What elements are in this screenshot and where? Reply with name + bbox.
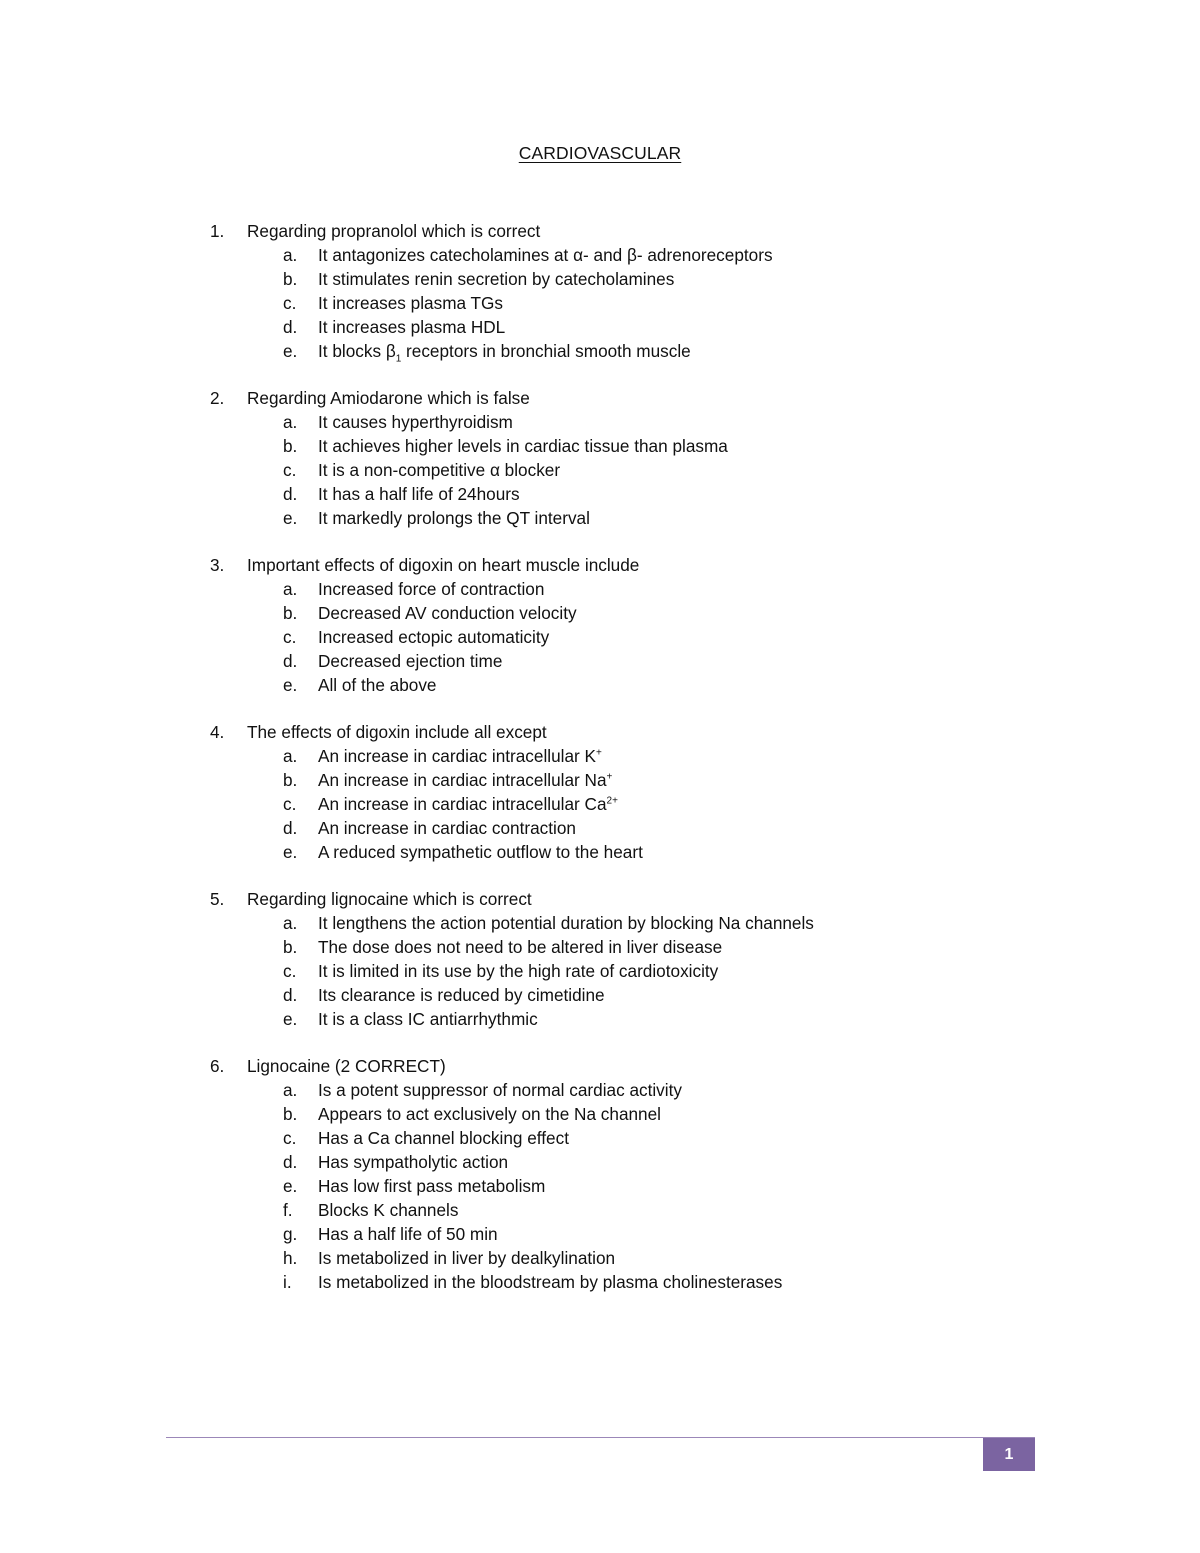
option-text: Has low first pass metabolism (318, 1176, 546, 1196)
option-letter: a. (283, 1080, 298, 1100)
question-stem (210, 887, 1010, 911)
question-5 (210, 887, 1010, 1031)
answer-option (283, 1078, 1010, 1102)
answer-option (283, 267, 1010, 291)
answer-option (283, 792, 1010, 816)
option-text-wrap (318, 1246, 1010, 1270)
answer-option (283, 673, 1010, 697)
option-letter: d. (283, 985, 298, 1005)
question-stem (210, 219, 1010, 243)
question-stem (210, 1054, 1010, 1078)
option-text-wrap (318, 1150, 1010, 1174)
answer-option (283, 768, 1010, 792)
option-list (210, 1078, 1010, 1294)
answer-option (283, 1126, 1010, 1150)
question-number: 5. (210, 889, 225, 909)
option-list (210, 577, 1010, 697)
answer-option (283, 601, 1010, 625)
option-list (210, 911, 1010, 1031)
question-text: Important effects of digoxin on heart muscle include (247, 555, 640, 575)
option-text-wrap (318, 911, 1010, 935)
option-letter: d. (283, 317, 298, 337)
option-text-wrap (318, 243, 1010, 267)
option-text: Its clearance is reduced by cimetidine (318, 985, 605, 1005)
question-text: The effects of digoxin include all except (247, 722, 547, 742)
question-number: 6. (210, 1056, 225, 1076)
answer-option (283, 816, 1010, 840)
option-text-wrap (318, 339, 1010, 363)
question-stem (210, 553, 1010, 577)
question-stem (210, 386, 1010, 410)
option-text: Decreased ejection time (318, 651, 503, 671)
option-text: It increases plasma HDL (318, 317, 506, 337)
option-text: Decreased AV conduction velocity (318, 603, 577, 623)
option-text: It markedly prolongs the QT interval (318, 508, 590, 528)
option-letter: i. (283, 1272, 292, 1292)
option-text: It is a class IC antiarrhythmic (318, 1009, 538, 1029)
option-text-wrap (318, 267, 1010, 291)
option-subscript: 1 (395, 353, 402, 365)
option-text-wrap (318, 482, 1010, 506)
option-text: It stimulates renin secretion by catecholamines (318, 269, 675, 289)
option-letter: e. (283, 341, 298, 361)
question-number: 2. (210, 388, 225, 408)
option-letter: b. (283, 603, 298, 623)
option-letter: d. (283, 484, 298, 504)
option-letter: g. (283, 1224, 298, 1244)
question-text: Regarding Amiodarone which is false (247, 388, 530, 408)
option-list (210, 243, 1010, 363)
option-superscript: + (596, 747, 602, 759)
answer-option (283, 1222, 1010, 1246)
option-letter: e. (283, 842, 298, 862)
answer-option (283, 935, 1010, 959)
question-stem (210, 720, 1010, 744)
answer-option (283, 1174, 1010, 1198)
option-text-wrap (318, 577, 1010, 601)
question-text: Regarding propranolol which is correct (247, 221, 541, 241)
option-text: Has sympatholytic action (318, 1152, 509, 1172)
option-text: It increases plasma TGs (318, 293, 503, 313)
answer-option (283, 410, 1010, 434)
option-superscript: + (606, 771, 613, 783)
option-list (210, 410, 1010, 530)
option-text: All of the above (318, 675, 437, 695)
option-text: An increase in cardiac intracellular Na (318, 770, 607, 790)
option-letter: c. (283, 460, 297, 480)
question-1 (210, 219, 1010, 363)
option-text-wrap (318, 1222, 1010, 1246)
option-letter: c. (283, 293, 297, 313)
answer-option (283, 649, 1010, 673)
option-text-wrap (318, 1198, 1010, 1222)
question-6 (210, 1054, 1010, 1294)
answer-option (283, 959, 1010, 983)
option-text-wrap (318, 625, 1010, 649)
page-number: 1 (983, 1438, 1035, 1471)
option-letter: b. (283, 436, 298, 456)
option-text: The dose does not need to be altered in liver disease (318, 937, 723, 957)
question-2 (210, 386, 1010, 530)
option-text-wrap (318, 410, 1010, 434)
option-letter: b. (283, 770, 298, 790)
option-text: It achieves higher levels in cardiac tissue than plasma (318, 436, 728, 456)
option-text-wrap (318, 673, 1010, 697)
option-text-wrap (318, 768, 1010, 792)
option-letter: c. (283, 961, 297, 981)
answer-option (283, 506, 1010, 530)
option-letter: a. (283, 412, 298, 432)
option-letter: d. (283, 651, 298, 671)
answer-option (283, 840, 1010, 864)
question-4 (210, 720, 1010, 864)
option-letter: e. (283, 675, 298, 695)
option-text-wrap (318, 959, 1010, 983)
option-text: A reduced sympathetic outflow to the heart (318, 842, 643, 862)
option-list (210, 744, 1010, 864)
option-text: It blocks β (318, 341, 396, 361)
option-text: It is limited in its use by the high rate of cardiotoxicity (318, 961, 719, 981)
answer-option (283, 1007, 1010, 1031)
option-text-wrap (318, 649, 1010, 673)
answer-option (283, 1270, 1010, 1294)
question-text: Lignocaine (2 CORRECT) (247, 1056, 446, 1076)
option-text: An increase in cardiac intracellular K (318, 746, 596, 766)
answer-option (283, 315, 1010, 339)
answer-option (283, 1102, 1010, 1126)
option-text: It antagonizes catecholamines at α- and β- adrenoreceptors (318, 245, 773, 265)
option-letter: h. (283, 1248, 298, 1268)
option-text: Is a potent suppressor of normal cardiac activity (318, 1080, 682, 1100)
option-letter: c. (283, 627, 297, 647)
answer-option (283, 1246, 1010, 1270)
option-text: An increase in cardiac intracellular Ca (318, 794, 607, 814)
option-letter: b. (283, 937, 298, 957)
option-text-wrap (318, 291, 1010, 315)
option-text: Increased force of contraction (318, 579, 545, 599)
option-text: It is a non-competitive α blocker (318, 460, 561, 480)
option-text-wrap (318, 983, 1010, 1007)
question-number: 4. (210, 722, 225, 742)
question-3 (210, 553, 1010, 697)
option-text-wrap (318, 935, 1010, 959)
option-text: Appears to act exclusively on the Na channel (318, 1104, 661, 1124)
option-text: It causes hyperthyroidism (318, 412, 513, 432)
option-text: It has a half life of 24hours (318, 484, 520, 504)
option-text: Increased ectopic automaticity (318, 627, 550, 647)
option-text: Has a half life of 50 min (318, 1224, 498, 1244)
option-text-wrap (318, 601, 1010, 625)
option-text-wrap (318, 506, 1010, 530)
question-number: 1. (210, 221, 225, 241)
footer-divider (166, 1437, 1035, 1438)
answer-option (283, 434, 1010, 458)
option-letter: c. (283, 794, 297, 814)
answer-option (283, 243, 1010, 267)
option-text-wrap (318, 1126, 1010, 1150)
option-text-wrap (318, 434, 1010, 458)
option-letter: b. (283, 1104, 298, 1124)
option-text-tail: receptors in bronchial smooth muscle (401, 341, 691, 361)
option-text: Is metabolized in liver by dealkylination (318, 1248, 616, 1268)
option-text-wrap (318, 1174, 1010, 1198)
answer-option (283, 911, 1010, 935)
question-list (210, 219, 1010, 1317)
option-letter: e. (283, 1009, 298, 1029)
option-text-wrap (318, 1102, 1010, 1126)
answer-option (283, 625, 1010, 649)
option-text: It lengthens the action potential duration by blocking Na channels (318, 913, 814, 933)
option-text-wrap (318, 1078, 1010, 1102)
option-letter: a. (283, 245, 298, 265)
option-text-wrap (318, 1270, 1010, 1294)
question-number: 3. (210, 555, 225, 575)
option-text-wrap (318, 1007, 1010, 1031)
option-text-wrap (318, 816, 1010, 840)
option-text-wrap (318, 458, 1010, 482)
option-letter: b. (283, 269, 298, 289)
option-text: An increase in cardiac contraction (318, 818, 576, 838)
option-text-wrap (318, 744, 1010, 768)
option-text-wrap (318, 315, 1010, 339)
answer-option (283, 339, 1010, 363)
option-text: Has a Ca channel blocking effect (318, 1128, 569, 1148)
option-text: Blocks K channels (318, 1200, 459, 1220)
option-letter: d. (283, 1152, 298, 1172)
option-superscript: 2+ (606, 795, 618, 807)
answer-option (283, 744, 1010, 768)
answer-option (283, 1150, 1010, 1174)
answer-option (283, 983, 1010, 1007)
answer-option (283, 482, 1010, 506)
option-text: Is metabolized in the bloodstream by plasma cholinesterases (318, 1272, 783, 1292)
answer-option (283, 577, 1010, 601)
option-letter: a. (283, 579, 298, 599)
option-letter: e. (283, 1176, 298, 1196)
answer-option (283, 1198, 1010, 1222)
option-letter: c. (283, 1128, 297, 1148)
option-letter: d. (283, 818, 298, 838)
answer-option (283, 291, 1010, 315)
option-text-wrap (318, 792, 1010, 816)
option-letter: f. (283, 1200, 293, 1220)
option-letter: a. (283, 913, 298, 933)
option-text-wrap (318, 840, 1010, 864)
option-letter: e. (283, 508, 298, 528)
page-title: CARDIOVASCULAR (518, 143, 682, 163)
question-text: Regarding lignocaine which is correct (247, 889, 532, 909)
answer-option (283, 458, 1010, 482)
option-letter: a. (283, 746, 298, 766)
